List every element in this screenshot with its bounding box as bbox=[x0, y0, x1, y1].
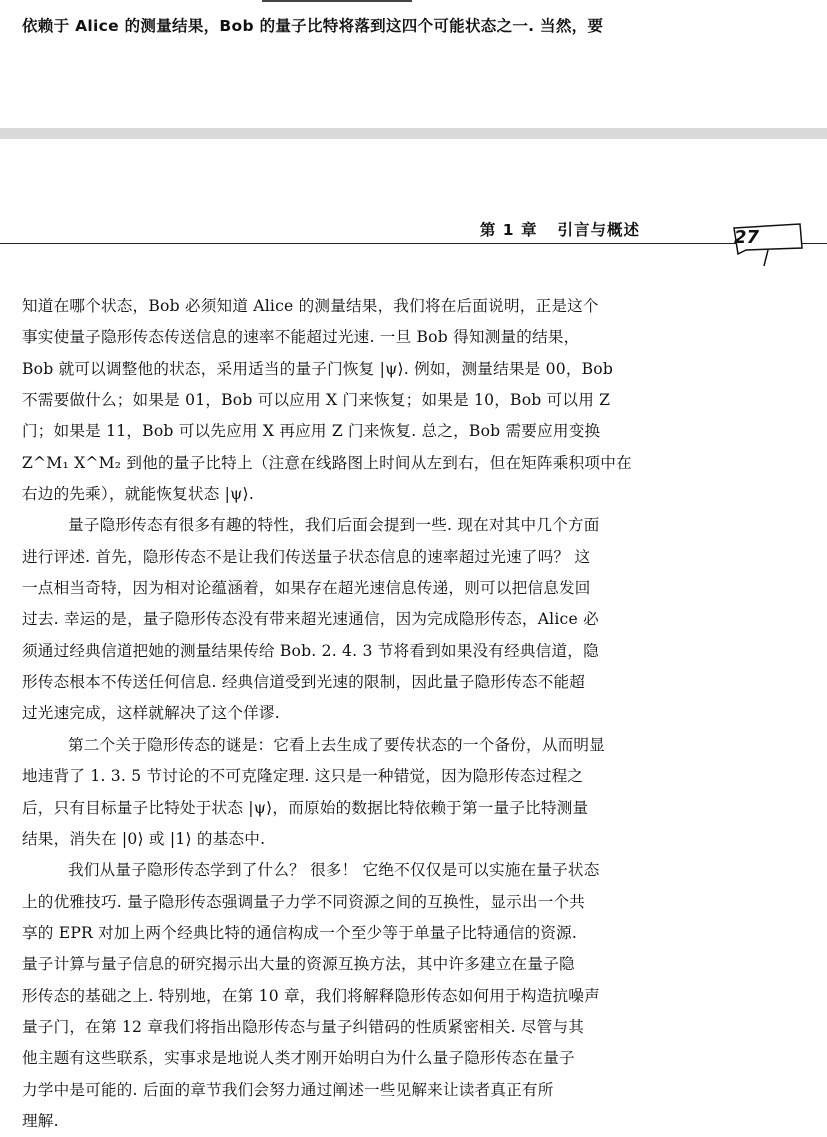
text-line: 过光速完成，这样就解决了这个佯谬. bbox=[22, 704, 280, 723]
text-line: 知道在哪个状态，Bob 必须知道 Alice 的测量结果，我们将在后面说明，正是这个 bbox=[22, 297, 599, 315]
previous-page-last-line: 依赖于 Alice 的测量结果，Bob 的量子比特将落到这四个可能状态之一. 当然，要 bbox=[22, 17, 604, 35]
text-line: 理解. bbox=[22, 1111, 59, 1130]
text-line: 进行评述. 首先，隐形传态不是让我们传送量子状态信息的速率超过光速了吗？ 这 bbox=[22, 547, 591, 566]
text-line: 地违背了 1. 3. 5 节讨论的不可克隆定理. 这只是一种错觉，因为隐形传态过程之 bbox=[22, 767, 584, 786]
text-line: 形传态根本不传送任何信息. 经典信道受到光速的限制，因此量子隐形传态不能超 bbox=[22, 673, 586, 692]
previous-page-fragment bbox=[0, 0, 827, 128]
text-line: 须通过经典信道把她的测量结果传给 Bob. 2. 4. 3 节将看到如果没有经典信道，隐 bbox=[22, 641, 599, 660]
text-line: 一点相当奇特，因为相对论蕴涵着，如果存在超光速信息传递，则可以把信息发回 bbox=[22, 579, 591, 598]
chapter-label: 第 1 章 bbox=[479, 221, 538, 239]
text-line: 我们从量子隐形传态学到了什么？ 很多！ 它绝不仅仅是可以实施在量子状态 bbox=[68, 861, 600, 880]
text-line: 形传态的基础之上. 特别地，在第 10 章，我们将解释隐形传态如何用于构造抗噪声 bbox=[22, 986, 600, 1005]
chapter-title: 引言与概述 bbox=[557, 221, 640, 239]
text-line: 结果，消失在 |0⟩ 或 |1⟩ 的基态中. bbox=[22, 829, 266, 848]
paragraph-list bbox=[22, 291, 818, 1137]
text-line: 享的 EPR 对加上两个经典比特的通信构成一个至少等于单量子比特通信的资源. bbox=[22, 923, 578, 942]
paragraph bbox=[22, 730, 818, 855]
text-line: 量子计算与量子信息的研究揭示出大量的资源互换方法，其中许多建立在量子隐 bbox=[22, 955, 575, 974]
paragraph bbox=[22, 291, 818, 510]
cropped-text-stroke bbox=[262, 0, 412, 2]
text-line: 上的优雅技巧. 量子隐形传态强调量子力学不同资源之间的互换性，显示出一个共 bbox=[22, 892, 586, 911]
text-line: 事实使量子隐形传态传送信息的速率不能超过光速. 一旦 Bob 得知测量的结果， bbox=[22, 328, 580, 347]
text-line: 力学中是可能的. 后面的章节我们会努力通过阐述一些见解来让读者真正有所 bbox=[22, 1080, 554, 1099]
text-line: 量子门，在第 12 章我们将指出隐形传态与量子纠错码的性质紧密相关. 尽管与其 bbox=[22, 1017, 585, 1036]
text-line: 不需要做什么；如果是 01，Bob 可以应用 X 门来恢复；如果是 10，Bob 可以用 Z bbox=[22, 391, 611, 410]
text-line: 过去. 幸运的是，量子隐形传态没有带来超光速通信，因为完成隐形传态，Alice 必 bbox=[22, 610, 599, 629]
header-rule bbox=[0, 243, 827, 244]
text-line: Bob 就可以调整他的状态，采用适当的量子门恢复 |ψ⟩. 例如，测量结果是 00，Bob bbox=[22, 359, 614, 378]
running-header bbox=[480, 218, 640, 240]
text-line: 右边的先乘），就能恢复状态 |ψ⟩. bbox=[22, 485, 254, 504]
paragraph bbox=[22, 855, 818, 1137]
main-text bbox=[22, 291, 818, 1137]
text-line: Z^M₁ X^M₂ 到他的量子比特上（注意在线路图上时间从左到右，但在矩阵乘积项中在 bbox=[22, 453, 632, 472]
text-line: 后，只有目标量子比特处于状态 |ψ⟩，而原始的数据比特依赖于第一量子比特测量 bbox=[22, 798, 589, 817]
text-line: 门；如果是 11，Bob 可以先应用 X 再应用 Z 门来恢复. 总之，Bob 需要应用变换 bbox=[22, 422, 601, 441]
page-number: 27 bbox=[734, 227, 760, 248]
text-line: 量子隐形传态有很多有趣的特性，我们后面会提到一些. 现在对其中几个方面 bbox=[68, 516, 600, 535]
page-separator bbox=[0, 128, 827, 139]
text-line: 第二个关于隐形传态的谜是：它看上去生成了要传状态的一个备份，从而明显 bbox=[68, 735, 605, 754]
text-line: 他主题有这些联系，实事求是地说人类才刚开始明白为什么量子隐形传态在量子 bbox=[22, 1049, 575, 1068]
paragraph bbox=[22, 510, 818, 729]
